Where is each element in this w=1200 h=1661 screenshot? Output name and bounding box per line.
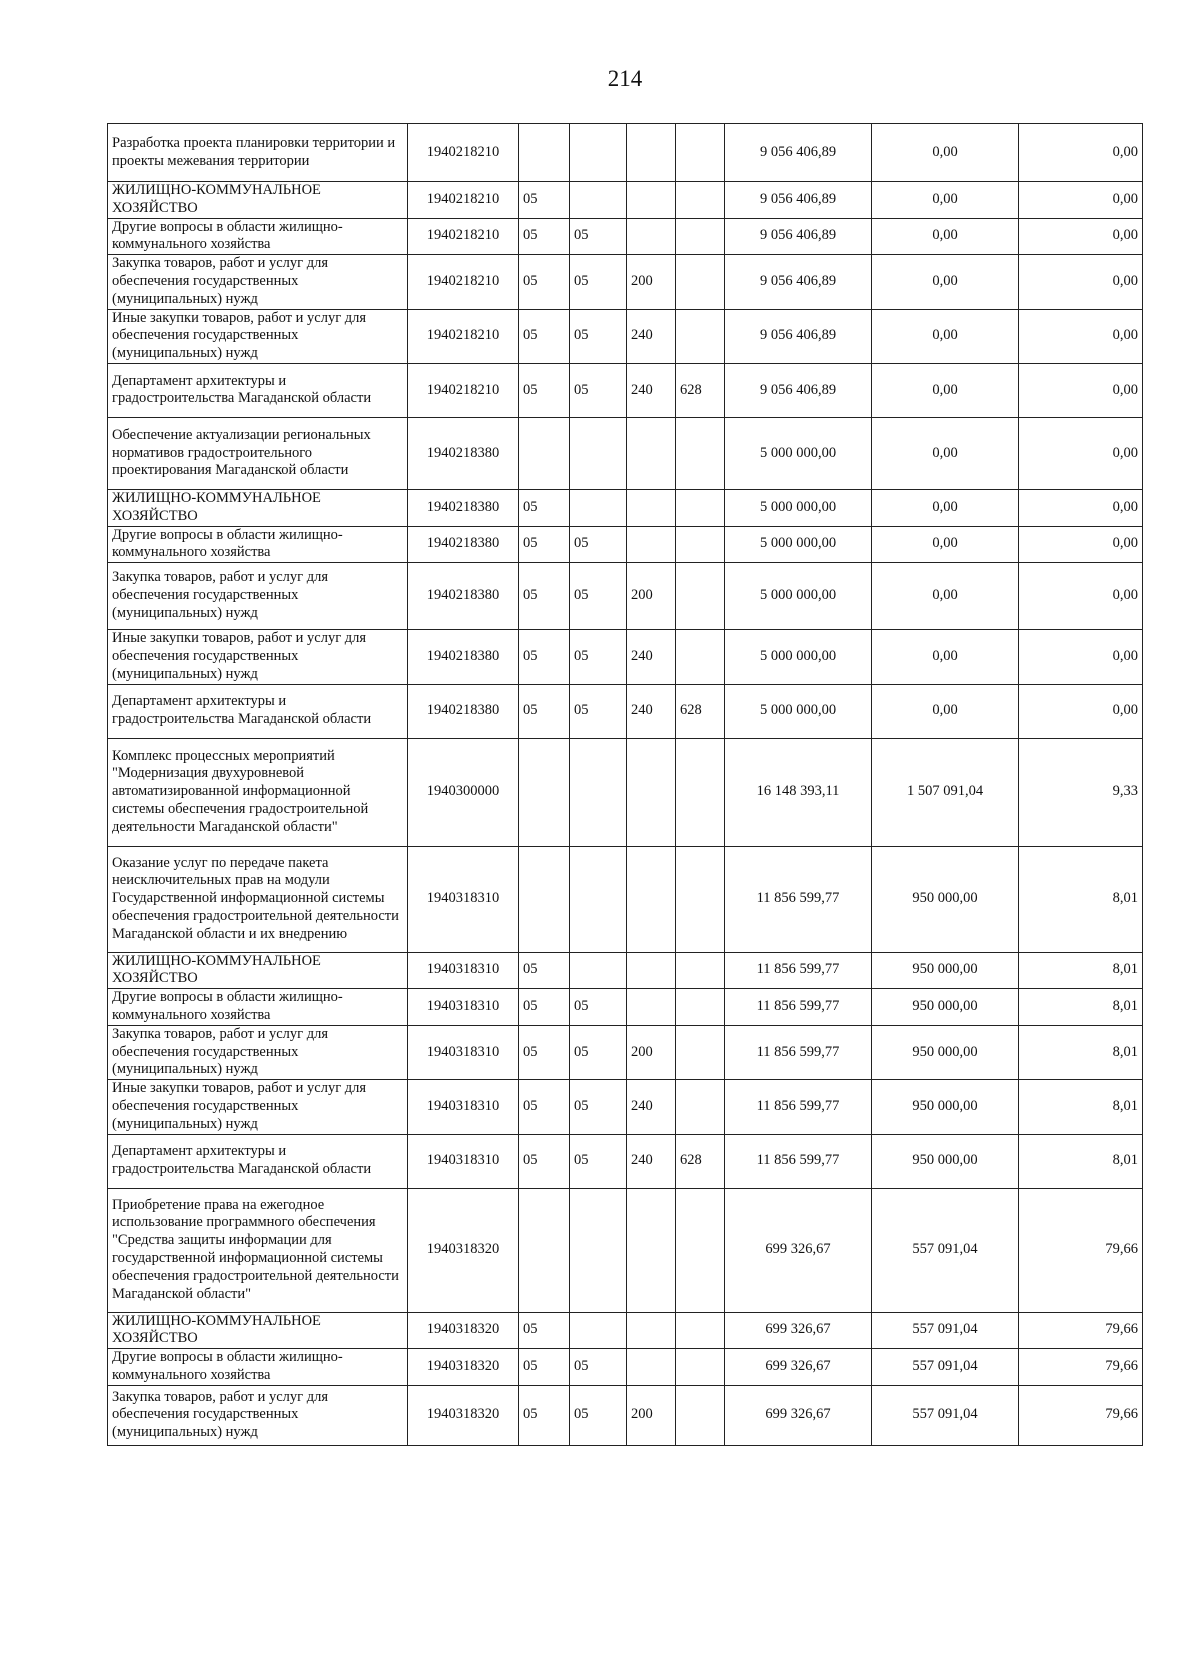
- department-code: [676, 218, 725, 255]
- expense-type-code: [627, 1349, 676, 1386]
- department-code: [676, 1025, 725, 1079]
- section-code: 05: [519, 684, 570, 738]
- executed-amount: 0,00: [872, 124, 1019, 182]
- planned-amount: 9 056 406,89: [725, 124, 872, 182]
- executed-amount: 0,00: [872, 309, 1019, 363]
- expense-type-code: [627, 218, 676, 255]
- execution-percent: 8,01: [1019, 952, 1143, 989]
- subsection-code: 05: [570, 684, 627, 738]
- department-code: [676, 1349, 725, 1386]
- executed-amount: 950 000,00: [872, 1134, 1019, 1188]
- subsection-code: [570, 738, 627, 846]
- department-code: [676, 989, 725, 1026]
- subsection-code: [570, 489, 627, 526]
- execution-percent: 0,00: [1019, 684, 1143, 738]
- executed-amount: 950 000,00: [872, 846, 1019, 952]
- executed-amount: 0,00: [872, 563, 1019, 630]
- execution-percent: 8,01: [1019, 989, 1143, 1026]
- target-article-code: 1940318310: [408, 952, 519, 989]
- executed-amount: 0,00: [872, 489, 1019, 526]
- execution-percent: 79,66: [1019, 1349, 1143, 1386]
- section-code: 05: [519, 1385, 570, 1445]
- execution-percent: 8,01: [1019, 1080, 1143, 1134]
- expense-type-code: [627, 124, 676, 182]
- section-code: 05: [519, 526, 570, 563]
- row-name: ЖИЛИЩНО-КОММУНАЛЬНОЕ ХОЗЯЙСТВО: [108, 182, 408, 219]
- row-name: Разработка проекта планировки территории и проекты межевания территории: [108, 124, 408, 182]
- subsection-code: [570, 1188, 627, 1312]
- department-code: [676, 1080, 725, 1134]
- row-name: Другие вопросы в области жилищно-коммунального хозяйства: [108, 989, 408, 1026]
- expense-type-code: 240: [627, 1080, 676, 1134]
- execution-percent: 8,01: [1019, 1025, 1143, 1079]
- section-code: [519, 124, 570, 182]
- subsection-code: [570, 182, 627, 219]
- subsection-code: 05: [570, 1134, 627, 1188]
- table-row: [108, 489, 1143, 526]
- target-article-code: 1940218380: [408, 563, 519, 630]
- target-article-code: 1940318320: [408, 1312, 519, 1349]
- executed-amount: 0,00: [872, 684, 1019, 738]
- table-row: [108, 684, 1143, 738]
- subsection-code: 05: [570, 989, 627, 1026]
- target-article-code: 1940218380: [408, 684, 519, 738]
- subsection-code: 05: [570, 1385, 627, 1445]
- subsection-code: 05: [570, 309, 627, 363]
- planned-amount: 16 148 393,11: [725, 738, 872, 846]
- department-code: [676, 952, 725, 989]
- expense-type-code: [627, 1312, 676, 1349]
- table-body: [108, 124, 1143, 1446]
- execution-percent: 0,00: [1019, 124, 1143, 182]
- planned-amount: 5 000 000,00: [725, 684, 872, 738]
- table-row: [108, 255, 1143, 309]
- subsection-code: 05: [570, 563, 627, 630]
- table-row: [108, 563, 1143, 630]
- section-code: [519, 738, 570, 846]
- table-row: [108, 124, 1143, 182]
- planned-amount: 11 856 599,77: [725, 989, 872, 1026]
- table-row: [108, 417, 1143, 489]
- subsection-code: [570, 124, 627, 182]
- expense-type-code: 240: [627, 1134, 676, 1188]
- expense-type-code: 200: [627, 563, 676, 630]
- expense-type-code: 240: [627, 309, 676, 363]
- department-code: [676, 417, 725, 489]
- row-name: Оказание услуг по передаче пакета неисключительных прав на модули Государственной информационной системы обеспечения градостроительной деятельности Магаданской области и их внедрению: [108, 846, 408, 952]
- executed-amount: 557 091,04: [872, 1385, 1019, 1445]
- executed-amount: 557 091,04: [872, 1312, 1019, 1349]
- table-row: [108, 989, 1143, 1026]
- executed-amount: 0,00: [872, 630, 1019, 684]
- subsection-code: [570, 952, 627, 989]
- section-code: 05: [519, 1312, 570, 1349]
- expense-type-code: [627, 182, 676, 219]
- row-name: Комплекс процессных мероприятий "Модернизация двухуровневой автоматизированной информационной системы обеспечения градостроительной деятельности Магаданской области": [108, 738, 408, 846]
- table-row: [108, 363, 1143, 417]
- department-code: [676, 1188, 725, 1312]
- target-article-code: 1940318320: [408, 1349, 519, 1386]
- executed-amount: 0,00: [872, 526, 1019, 563]
- execution-percent: 8,01: [1019, 846, 1143, 952]
- execution-percent: 0,00: [1019, 255, 1143, 309]
- subsection-code: 05: [570, 1349, 627, 1386]
- execution-percent: 0,00: [1019, 563, 1143, 630]
- planned-amount: 11 856 599,77: [725, 846, 872, 952]
- executed-amount: 950 000,00: [872, 989, 1019, 1026]
- planned-amount: 11 856 599,77: [725, 1134, 872, 1188]
- execution-percent: 79,66: [1019, 1312, 1143, 1349]
- table-row: [108, 1025, 1143, 1079]
- department-code: 628: [676, 1134, 725, 1188]
- execution-percent: 0,00: [1019, 363, 1143, 417]
- expense-type-code: 240: [627, 363, 676, 417]
- budget-table: [107, 123, 1143, 1446]
- planned-amount: 11 856 599,77: [725, 1025, 872, 1079]
- department-code: [676, 309, 725, 363]
- expense-type-code: [627, 846, 676, 952]
- execution-percent: 0,00: [1019, 630, 1143, 684]
- subsection-code: 05: [570, 1080, 627, 1134]
- expense-type-code: 200: [627, 1025, 676, 1079]
- section-code: 05: [519, 563, 570, 630]
- planned-amount: 5 000 000,00: [725, 563, 872, 630]
- section-code: 05: [519, 1080, 570, 1134]
- subsection-code: 05: [570, 526, 627, 563]
- target-article-code: 1940218380: [408, 489, 519, 526]
- row-name: ЖИЛИЩНО-КОММУНАЛЬНОЕ ХОЗЯЙСТВО: [108, 489, 408, 526]
- subsection-code: 05: [570, 218, 627, 255]
- department-code: [676, 738, 725, 846]
- target-article-code: 1940300000: [408, 738, 519, 846]
- row-name: Закупка товаров, работ и услуг для обеспечения государственных (муниципальных) нужд: [108, 563, 408, 630]
- department-code: [676, 124, 725, 182]
- section-code: 05: [519, 952, 570, 989]
- expense-type-code: [627, 952, 676, 989]
- executed-amount: 0,00: [872, 417, 1019, 489]
- expense-type-code: [627, 738, 676, 846]
- target-article-code: 1940218380: [408, 526, 519, 563]
- row-name: Департамент архитектуры и градостроительства Магаданской области: [108, 363, 408, 417]
- section-code: 05: [519, 255, 570, 309]
- department-code: [676, 563, 725, 630]
- target-article-code: 1940318310: [408, 1134, 519, 1188]
- section-code: 05: [519, 182, 570, 219]
- executed-amount: 1 507 091,04: [872, 738, 1019, 846]
- table-row: [108, 1188, 1143, 1312]
- table-row: [108, 1134, 1143, 1188]
- subsection-code: [570, 417, 627, 489]
- department-code: 628: [676, 363, 725, 417]
- executed-amount: 0,00: [872, 255, 1019, 309]
- execution-percent: 0,00: [1019, 309, 1143, 363]
- table-row: [108, 526, 1143, 563]
- section-code: 05: [519, 630, 570, 684]
- execution-percent: 0,00: [1019, 526, 1143, 563]
- executed-amount: 950 000,00: [872, 1025, 1019, 1079]
- target-article-code: 1940218380: [408, 630, 519, 684]
- target-article-code: 1940218210: [408, 218, 519, 255]
- execution-percent: 79,66: [1019, 1188, 1143, 1312]
- planned-amount: 5 000 000,00: [725, 417, 872, 489]
- table-row: [108, 846, 1143, 952]
- department-code: [676, 489, 725, 526]
- target-article-code: 1940218210: [408, 255, 519, 309]
- section-code: 05: [519, 989, 570, 1026]
- department-code: [676, 1385, 725, 1445]
- planned-amount: 699 326,67: [725, 1385, 872, 1445]
- planned-amount: 5 000 000,00: [725, 526, 872, 563]
- row-name: Закупка товаров, работ и услуг для обеспечения государственных (муниципальных) нужд: [108, 1025, 408, 1079]
- page-number: 214: [607, 66, 643, 91]
- planned-amount: 11 856 599,77: [725, 952, 872, 989]
- row-name: Закупка товаров, работ и услуг для обеспечения государственных (муниципальных) нужд: [108, 255, 408, 309]
- expense-type-code: 240: [627, 684, 676, 738]
- execution-percent: 79,66: [1019, 1385, 1143, 1445]
- row-name: Департамент архитектуры и градостроительства Магаданской области: [108, 1134, 408, 1188]
- executed-amount: 557 091,04: [872, 1188, 1019, 1312]
- section-code: [519, 1188, 570, 1312]
- planned-amount: 699 326,67: [725, 1188, 872, 1312]
- row-name: Обеспечение актуализации региональных нормативов градостроительного проектирования Магаданской области: [108, 417, 408, 489]
- executed-amount: 557 091,04: [872, 1349, 1019, 1386]
- section-code: 05: [519, 1025, 570, 1079]
- execution-percent: 0,00: [1019, 182, 1143, 219]
- expense-type-code: [627, 417, 676, 489]
- section-code: 05: [519, 218, 570, 255]
- department-code: [676, 182, 725, 219]
- section-code: [519, 846, 570, 952]
- row-name: Приобретение права на ежегодное использование программного обеспечения "Средства защиты информации для государственной информационной системы обеспечения градостроительной деятельности Магаданской области": [108, 1188, 408, 1312]
- table-row: [108, 182, 1143, 219]
- table-row: [108, 1385, 1143, 1445]
- subsection-code: 05: [570, 1025, 627, 1079]
- table-row: [108, 738, 1143, 846]
- executed-amount: 0,00: [872, 218, 1019, 255]
- target-article-code: 1940318320: [408, 1188, 519, 1312]
- table-row: [108, 1349, 1143, 1386]
- expense-type-code: [627, 989, 676, 1026]
- row-name: Другие вопросы в области жилищно-коммунального хозяйства: [108, 526, 408, 563]
- row-name: Иные закупки товаров, работ и услуг для обеспечения государственных (муниципальных) нужд: [108, 630, 408, 684]
- planned-amount: 9 056 406,89: [725, 309, 872, 363]
- planned-amount: 11 856 599,77: [725, 1080, 872, 1134]
- target-article-code: 1940318320: [408, 1385, 519, 1445]
- section-code: 05: [519, 1134, 570, 1188]
- planned-amount: 9 056 406,89: [725, 218, 872, 255]
- subsection-code: [570, 1312, 627, 1349]
- table-row: [108, 952, 1143, 989]
- executed-amount: 0,00: [872, 182, 1019, 219]
- table-row: [108, 218, 1143, 255]
- target-article-code: 1940318310: [408, 1025, 519, 1079]
- subsection-code: 05: [570, 255, 627, 309]
- execution-percent: 9,33: [1019, 738, 1143, 846]
- expense-type-code: [627, 489, 676, 526]
- row-name: Закупка товаров, работ и услуг для обеспечения государственных (муниципальных) нужд: [108, 1385, 408, 1445]
- department-code: [676, 630, 725, 684]
- planned-amount: 5 000 000,00: [725, 489, 872, 526]
- expense-type-code: [627, 526, 676, 563]
- expense-type-code: 200: [627, 255, 676, 309]
- department-code: [676, 526, 725, 563]
- table-row: [108, 630, 1143, 684]
- planned-amount: 9 056 406,89: [725, 255, 872, 309]
- planned-amount: 699 326,67: [725, 1312, 872, 1349]
- expense-type-code: 240: [627, 630, 676, 684]
- expense-type-code: 200: [627, 1385, 676, 1445]
- expense-type-code: [627, 1188, 676, 1312]
- executed-amount: 0,00: [872, 363, 1019, 417]
- target-article-code: 1940318310: [408, 989, 519, 1026]
- row-name: Другие вопросы в области жилищно-коммунального хозяйства: [108, 1349, 408, 1386]
- table-row: [108, 1080, 1143, 1134]
- target-article-code: 1940218210: [408, 309, 519, 363]
- section-code: 05: [519, 489, 570, 526]
- target-article-code: 1940218210: [408, 124, 519, 182]
- row-name: Департамент архитектуры и градостроительства Магаданской области: [108, 684, 408, 738]
- target-article-code: 1940318310: [408, 846, 519, 952]
- planned-amount: 9 056 406,89: [725, 182, 872, 219]
- executed-amount: 950 000,00: [872, 952, 1019, 989]
- table-row: [108, 1312, 1143, 1349]
- section-code: [519, 417, 570, 489]
- planned-amount: 9 056 406,89: [725, 363, 872, 417]
- target-article-code: 1940318310: [408, 1080, 519, 1134]
- row-name: ЖИЛИЩНО-КОММУНАЛЬНОЕ ХОЗЯЙСТВО: [108, 1312, 408, 1349]
- execution-percent: 0,00: [1019, 218, 1143, 255]
- target-article-code: 1940218210: [408, 363, 519, 417]
- section-code: 05: [519, 1349, 570, 1386]
- row-name: Другие вопросы в области жилищно-коммунального хозяйства: [108, 218, 408, 255]
- table-row: [108, 309, 1143, 363]
- row-name: Иные закупки товаров, работ и услуг для обеспечения государственных (муниципальных) нужд: [108, 1080, 408, 1134]
- executed-amount: 950 000,00: [872, 1080, 1019, 1134]
- row-name: Иные закупки товаров, работ и услуг для обеспечения государственных (муниципальных) нужд: [108, 309, 408, 363]
- execution-percent: 8,01: [1019, 1134, 1143, 1188]
- target-article-code: 1940218380: [408, 417, 519, 489]
- section-code: 05: [519, 363, 570, 417]
- execution-percent: 0,00: [1019, 489, 1143, 526]
- subsection-code: 05: [570, 630, 627, 684]
- target-article-code: 1940218210: [408, 182, 519, 219]
- subsection-code: [570, 846, 627, 952]
- execution-percent: 0,00: [1019, 417, 1143, 489]
- row-name: ЖИЛИЩНО-КОММУНАЛЬНОЕ ХОЗЯЙСТВО: [108, 952, 408, 989]
- subsection-code: 05: [570, 363, 627, 417]
- department-code: [676, 846, 725, 952]
- department-code: [676, 1312, 725, 1349]
- planned-amount: 699 326,67: [725, 1349, 872, 1386]
- department-code: [676, 255, 725, 309]
- section-code: 05: [519, 309, 570, 363]
- planned-amount: 5 000 000,00: [725, 630, 872, 684]
- department-code: 628: [676, 684, 725, 738]
